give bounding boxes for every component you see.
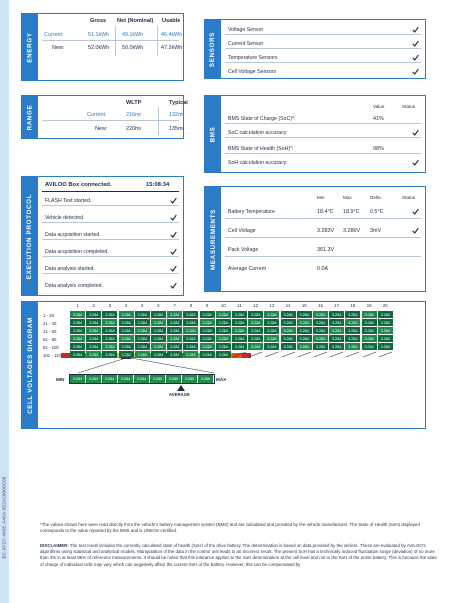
cell-voltage-value: 3.284: [216, 335, 231, 342]
cell-voltage-value: 3.284: [102, 319, 117, 326]
meas-max-cell-voltage: 3.286V: [343, 228, 361, 234]
execution-row: [42, 212, 179, 223]
meas-delta-cell-voltage: 3mV: [370, 228, 382, 234]
empty-cell-slash: [248, 351, 263, 358]
energy-new-usable: 47.2kWh: [161, 45, 183, 51]
sensors-panel: [204, 19, 426, 79]
cell-voltage-value: 3.284: [329, 343, 344, 350]
execution-header-row: [42, 179, 179, 192]
sensor-row-voltage: [225, 24, 421, 35]
scale-value: 3.285: [150, 375, 166, 383]
cell-voltage-value: 3.284: [151, 311, 166, 318]
bms-tab: [205, 96, 221, 172]
cell-voltage-value: 3.284: [135, 335, 150, 342]
bms-row-soc-accuracy: [225, 127, 421, 138]
cell-row-label: 61 - 80: [43, 336, 57, 342]
cell-column-number: 16: [318, 303, 323, 308]
execution-row: [42, 263, 179, 274]
execution-item-label: Data analysis started.: [45, 266, 95, 272]
cell-voltage-value: 3.284: [183, 311, 198, 318]
energy-header-net: Net (Nominal): [117, 18, 154, 24]
cell-voltage-value: 3.284: [232, 311, 247, 318]
bms-label-soc-accuracy: SoC calculation accuracy:: [228, 130, 288, 136]
cell-voltage-value: 3.284: [135, 327, 150, 334]
sensors-tab: [205, 20, 221, 78]
cell-voltage-value: 3.284: [119, 351, 134, 358]
range-header-typical: Typical: [169, 100, 188, 106]
cell-voltage-value: 3.284: [70, 311, 85, 318]
cell-voltage-value: 3.284: [86, 311, 101, 318]
meas-header-max: Max: [343, 195, 352, 200]
meas-row-average-current: [225, 260, 421, 276]
sensor-row-temperature: [225, 52, 421, 63]
cell-voltage-value: 3.284: [119, 327, 134, 334]
cell-voltage-value: 3.284: [102, 335, 117, 342]
cell-voltage-value: 3.284: [183, 343, 198, 350]
energy-new-label: New:: [52, 45, 65, 51]
energy-current-usable: 46.4kWh: [161, 32, 183, 38]
cell-voltage-value: 3.284: [151, 335, 166, 342]
cell-voltage-value: 3.284: [216, 343, 231, 350]
cell-voltage-value: 3.284: [183, 319, 198, 326]
cell-column-number: 3: [108, 303, 112, 308]
cell-voltage-value: 3.284: [151, 343, 166, 350]
cell-voltage-value: 3.284: [248, 343, 263, 350]
cell-column-number: 12: [253, 303, 259, 308]
cell-voltage-value: 3.284: [378, 327, 393, 334]
cell-voltage-value: 3.284: [70, 351, 85, 358]
cell-column-number: 11: [237, 303, 242, 308]
check-icon: [170, 282, 177, 289]
execution-item-label: FLASH Test started.: [45, 198, 92, 204]
cell-voltage-value: 3.284: [313, 343, 328, 350]
measurements-tab-label: MEASUREMENTS: [209, 208, 217, 270]
disclaimer-label: DISCLAIMER:: [40, 543, 69, 548]
cell-voltage-value: 3.284: [183, 327, 198, 334]
scale-value: 3.286: [198, 375, 214, 383]
cell-voltage-value: 3.284: [345, 311, 360, 318]
check-icon: [412, 68, 419, 75]
bms-value-soh: 98%: [373, 146, 384, 152]
cell-column-number: 18: [350, 303, 356, 308]
average-marker-icon: [177, 385, 185, 391]
check-icon: [412, 208, 419, 215]
cell-voltage-value: 3.284: [119, 319, 134, 326]
cell-voltage-value: 3.284: [362, 335, 377, 342]
energy-divider-1: [115, 26, 116, 56]
range-new-wltp: 220mi: [126, 126, 141, 132]
energy-current-net: 49.1kWh: [122, 32, 144, 38]
energy-new-gross: 52.0kWh: [88, 45, 110, 51]
cell-column-number: 19: [366, 303, 372, 308]
cell-voltage-value: 3.284: [329, 335, 344, 342]
cell-voltage-value: 3.284: [264, 343, 279, 350]
cell-column-number: 5: [141, 303, 144, 308]
cell-voltage-value: 3.284: [200, 335, 215, 342]
cell-voltage-value: 3.284: [167, 335, 182, 342]
cell-voltage-value: 3.284: [119, 343, 134, 350]
cell-voltage-value: 3.284: [281, 319, 296, 326]
bms-row-soc: [225, 113, 421, 124]
range-current-typical: 132mi: [169, 112, 184, 118]
cell-voltage-value: 3.284: [345, 335, 360, 342]
max-label: MAX: [216, 377, 227, 382]
cell-voltage-value: 3.284: [151, 327, 166, 334]
cell-voltage-value: 3.284: [216, 351, 231, 358]
cell-voltage-value: 3.284: [281, 327, 296, 334]
check-icon: [170, 231, 177, 238]
scale-value: 3.283: [86, 375, 102, 383]
average-label: AVERAGE: [169, 392, 190, 397]
sensor-label-temperature: Temperature Sensors: [228, 55, 278, 61]
check-icon: [170, 214, 177, 221]
cell-voltage-value: 3.284: [313, 311, 328, 318]
bms-label-soh-accuracy: SoH calculation accuracy:: [228, 160, 288, 166]
cell-column-number: 6: [157, 303, 160, 308]
cell-voltage-value: 3.284: [232, 335, 247, 342]
meas-max-temperature: 18.9°C: [343, 209, 360, 215]
energy-tab-label: ENERGY: [26, 31, 34, 63]
cell-voltages-content: [42, 302, 421, 428]
cell-column-number: 13: [269, 303, 275, 308]
voltage-scale-values: [69, 374, 215, 384]
range-divider: [158, 107, 159, 135]
sensor-label-current: Current Sensor: [228, 41, 264, 47]
cell-voltage-value: 3.284: [248, 319, 263, 326]
check-icon: [412, 54, 419, 61]
cell-column-number: 9: [205, 303, 209, 308]
scale-value: 3.285: [166, 375, 182, 383]
cell-voltage-value: 3.284: [313, 327, 328, 334]
cell-voltage-value: 3.284: [102, 311, 117, 318]
range-tab: [22, 96, 38, 138]
cell-column-number: 14: [285, 303, 291, 308]
cell-voltages-panel: [21, 301, 426, 429]
cell-row-label: 41 - 60: [43, 328, 57, 334]
scale-connector: [76, 358, 216, 374]
cell-voltage-value: 3.284: [297, 311, 312, 318]
cell-voltage-value: 3.284: [248, 327, 263, 334]
energy-current-gross: 51.1kWh: [88, 32, 110, 38]
empty-cell-slash: [313, 351, 328, 358]
execution-item-label: Data analysis completed.: [45, 283, 103, 289]
check-icon: [412, 159, 419, 166]
cell-column-number: 17: [334, 303, 340, 308]
meas-label-average-current: Average Current: [228, 266, 266, 272]
document-id-code: [0, 432, 9, 602]
range-header-wltp: WLTP: [126, 100, 142, 106]
cell-voltage-value: 3.284: [362, 327, 377, 334]
energy-current-label: Current:: [44, 32, 64, 38]
cell-voltage-value: 3.284: [135, 351, 150, 358]
cell-voltage-value: 3.284: [362, 311, 377, 318]
meas-label-temperature: Battery Temperature: [228, 209, 275, 215]
bms-label-soh: BMS State of Health (SoH)*:: [228, 146, 294, 152]
bms-tab-label: BMS: [209, 126, 217, 142]
cell-voltage-value: 3.284: [167, 343, 182, 350]
bms-header-status: Status: [402, 104, 416, 109]
execution-item-label: Vehicle detected.: [45, 215, 85, 221]
check-icon: [412, 26, 419, 33]
cell-voltage-value: 3.284: [70, 319, 85, 326]
cell-voltage-value: 3.284: [167, 327, 182, 334]
cell-voltage-value: 3.284: [86, 327, 101, 334]
cell-voltage-value: 3.284: [362, 319, 377, 326]
cell-row-label: 81 - 100: [43, 344, 59, 350]
sensor-row-current: [225, 38, 421, 49]
range-panel: [21, 95, 188, 139]
execution-tab: [22, 177, 38, 295]
execution-row: [42, 246, 179, 257]
cell-voltage-value: 3.284: [200, 311, 215, 318]
disclaimer-text: The test result includes the currently calculated state of health (SoH) of the drive battery. The determination is based on data provided by the vehicle. These are evaluated by AVILOO's algorithms using statistical and analytical models. Manipulation of the data in the control unit leads to an incorrect result. The present SoH has a technically induced fluctuation range (deviation) of no more than 3% in at least 95% of reference measurements. It should be noted that this tolerance applies to the SoH determination at the cell level and not to the SoH of the entire battery. This is because the state of charge of individual cells may vary which can negatively affect the current SoH of the battery. However, this can be compensated by: [40, 543, 437, 567]
cell-voltage-value: 3.284: [345, 319, 360, 326]
meas-header-delta: Delta: [370, 195, 381, 200]
cell-voltage-value: 3.284: [200, 351, 215, 358]
energy-separator: [42, 40, 179, 41]
meas-label-cell-voltage: Cell Voltage: [228, 228, 256, 234]
range-new-label: New:: [95, 126, 108, 132]
cell-voltage-value: 3.284: [345, 327, 360, 334]
cell-voltage-value: 3.284: [200, 327, 215, 334]
scale-value: 3.284: [102, 375, 118, 383]
cell-voltages-tab-label: CELL VOLTAGES DIAGRAM: [26, 316, 34, 414]
cell-voltage-value: 3.284: [135, 319, 150, 326]
cell-row-label: 21 - 40: [43, 320, 57, 326]
cell-voltage-value: 3.284: [232, 319, 247, 326]
cell-voltage-value: 3.284: [86, 351, 101, 358]
measurements-tab: [205, 187, 221, 291]
cell-voltage-value: 3.284: [329, 311, 344, 318]
meas-min-cell-voltage: 3.283V: [317, 228, 335, 234]
cell-voltage-value: 3.284: [248, 311, 263, 318]
cell-voltage-value: 3.284: [281, 343, 296, 350]
empty-cell-slash: [297, 351, 312, 358]
empty-cell-slash: [232, 351, 247, 358]
measurements-panel: [204, 186, 426, 292]
cell-column-number: 2: [92, 303, 95, 308]
cell-voltage-value: 3.284: [297, 319, 312, 326]
cell-voltage-value: 3.284: [167, 319, 182, 326]
meas-row-pack-voltage: [225, 241, 421, 257]
cell-column-number: 7: [173, 303, 176, 308]
cell-voltage-value: 3.284: [102, 343, 117, 350]
cell-voltage-value: 3.284: [183, 351, 198, 358]
cell-voltage-value: 3.284: [232, 343, 247, 350]
cell-voltage-value: 3.284: [264, 327, 279, 334]
scale-value: 3.285: [182, 375, 198, 383]
empty-cell-slash: [264, 351, 279, 358]
cell-voltage-value: 3.284: [378, 311, 393, 318]
check-icon: [170, 197, 177, 204]
cell-column-number: 8: [189, 303, 193, 308]
cell-column-number: 20: [382, 303, 388, 308]
cell-voltage-value: 3.284: [216, 319, 231, 326]
empty-cell-slash: [345, 351, 360, 358]
empty-cell-slash: [362, 351, 377, 358]
execution-panel: [21, 176, 184, 296]
cell-voltage-value: 3.284: [281, 311, 296, 318]
cell-voltage-value: 3.284: [264, 311, 279, 318]
cell-voltage-value: 3.284: [264, 335, 279, 342]
check-icon: [170, 248, 177, 255]
execution-row: [42, 280, 179, 291]
energy-header-gross: Gross: [90, 18, 107, 24]
cell-voltage-value: 3.284: [281, 335, 296, 342]
cell-voltage-value: 3.284: [378, 335, 393, 342]
cell-voltage-value: 3.284: [167, 351, 182, 358]
meas-header-status: Status: [402, 195, 416, 200]
cell-voltage-value: 3.284: [183, 335, 198, 342]
energy-divider-2: [157, 26, 158, 56]
cell-row-label: 101 - 110: [43, 352, 61, 358]
cell-voltage-value: 3.284: [216, 311, 231, 318]
cell-column-number: 4: [124, 303, 128, 308]
cell-voltage-value: 3.284: [378, 343, 393, 350]
execution-row: [42, 229, 179, 240]
cell-voltage-value: 3.284: [86, 335, 101, 342]
cell-voltage-value: 3.284: [119, 335, 134, 342]
cell-voltage-value: 3.284: [86, 319, 101, 326]
bms-row-soh: [225, 143, 421, 154]
execution-title: AVILOO Box connected.: [45, 182, 112, 188]
cell-voltage-value: 3.284: [297, 335, 312, 342]
cell-voltage-value: 3.284: [70, 335, 85, 342]
range-current-wltp: 216mi: [126, 112, 141, 118]
cell-voltage-value: 3.284: [264, 319, 279, 326]
cell-voltage-value: 3.284: [135, 343, 150, 350]
energy-panel: [21, 13, 184, 81]
empty-cell-slash: [329, 351, 344, 358]
disclaimer: [40, 543, 440, 568]
cell-voltage-value: 3.284: [102, 351, 117, 358]
check-icon: [170, 265, 177, 272]
bms-panel: [204, 95, 426, 173]
meas-row-temperature: [225, 203, 421, 219]
sensor-label-voltage: Voltage Sensor: [228, 27, 264, 33]
execution-item-label: Data acquisition completed.: [45, 249, 109, 255]
execution-time: 15:08:34: [146, 182, 170, 188]
sensor-label-cell-voltage: Cell Voltage Sensors: [228, 69, 277, 75]
execution-row: [42, 195, 179, 206]
check-icon: [412, 227, 419, 234]
range-current-label: Current:: [87, 112, 107, 118]
cell-voltage-value: 3.284: [329, 319, 344, 326]
footnote-soh: *The values shown here were read directly from the vehicle's battery management system (BMS) and are calculated and provided by the vehicle manufacturer. The State of Health (SoH) displayed corresponds to the value reported by the BMS and is UNECE-certified.: [40, 522, 420, 534]
check-icon: [412, 40, 419, 47]
cell-voltage-value: 3.284: [167, 311, 182, 318]
cell-voltage-value: 3.284: [86, 343, 101, 350]
cell-voltage-value: 3.284: [378, 319, 393, 326]
cell-voltage-value: 3.284: [329, 327, 344, 334]
energy-new-net: 50.0kWh: [122, 45, 144, 51]
meas-header-min: Min: [317, 195, 325, 200]
range-tab-label: RANGE: [26, 104, 34, 130]
scale-value: 3.283: [70, 375, 86, 383]
energy-tab: [22, 14, 38, 80]
range-new-typical: 135mi: [169, 126, 184, 132]
energy-header-usable: Usable: [162, 18, 181, 24]
cell-voltage-value: 3.284: [232, 327, 247, 334]
scale-value: 3.284: [118, 375, 134, 383]
bms-row-soh-accuracy: [225, 157, 421, 168]
sensors-tab-label: SENSORS: [209, 31, 217, 67]
sensor-row-cell-voltage: [225, 66, 421, 77]
cell-voltage-value: 3.284: [151, 319, 166, 326]
cell-voltage-value: 3.284: [119, 311, 134, 318]
cell-row-label: 1 - 20: [43, 312, 54, 318]
cell-voltage-value: 3.284: [313, 319, 328, 326]
cell-voltage-value: 3.284: [200, 319, 215, 326]
scale-value: 3.284: [134, 375, 150, 383]
cell-column-number: 15: [301, 303, 307, 308]
execution-item-label: Data acquisition started.: [45, 232, 101, 238]
empty-cell-slash: [378, 351, 393, 358]
empty-cell-slash: [281, 351, 296, 358]
min-label: MIN: [56, 377, 65, 382]
cell-voltage-value: 3.284: [297, 327, 312, 334]
cell-column-number: 10: [220, 303, 226, 308]
meas-value-average-current: 0.0A: [317, 266, 329, 272]
bms-label-soc: BMS State of Charge (SoC)*:: [228, 116, 296, 122]
meas-label-pack-voltage: Pack Voltage: [228, 247, 259, 253]
meas-row-cell-voltage: [225, 222, 421, 238]
meas-value-pack-voltage: 361.3V: [317, 247, 335, 253]
cell-voltage-value: 3.284: [70, 327, 85, 334]
cell-voltage-value: 3.284: [362, 343, 377, 350]
check-icon: [412, 129, 419, 136]
cell-voltage-value: 3.284: [70, 343, 85, 350]
cell-voltages-tab: [22, 302, 38, 428]
meas-min-temperature: 18.4°C: [317, 209, 334, 215]
cell-column-number: 1: [76, 303, 79, 308]
cell-voltage-value: 3.284: [216, 327, 231, 334]
cell-voltage-value: 3.284: [151, 351, 166, 358]
cell-voltage-value: 3.284: [345, 343, 360, 350]
document-id-text: BC-9FD7-495E-A46A-952A20000C05: [2, 475, 8, 559]
cell-voltage-value: 3.284: [200, 343, 215, 350]
cell-voltage-value: 3.284: [102, 327, 117, 334]
meas-delta-temperature: 0.5°C: [370, 209, 384, 215]
cell-voltage-value: 3.284: [313, 335, 328, 342]
bms-value-soc: 41%: [373, 116, 384, 122]
execution-tab-label: EXECUTION PROTOCOL: [26, 193, 34, 279]
cell-voltage-value: 3.284: [248, 335, 263, 342]
bms-header-value: Value: [373, 104, 385, 109]
cell-voltage-value: 3.284: [297, 343, 312, 350]
cell-voltage-value: 3.284: [135, 311, 150, 318]
